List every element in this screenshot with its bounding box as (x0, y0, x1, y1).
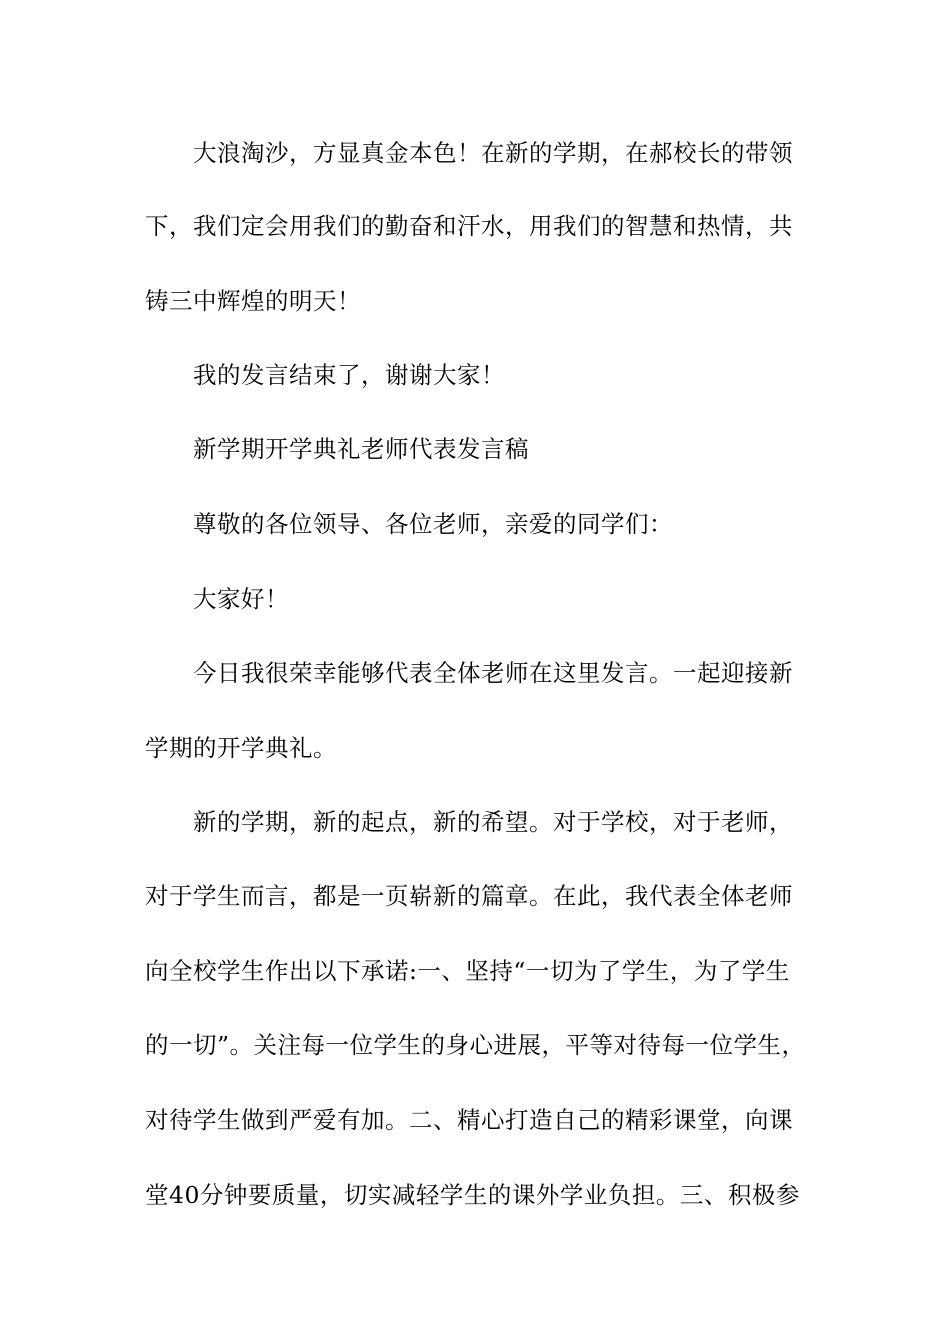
paragraph-line: 下，我们定会用我们的勤奋和汗水，用我们的智慧和热情，共 (145, 212, 793, 240)
greeting: 大家好！ (193, 585, 289, 613)
paragraph-line: 我的发言结束了，谢谢大家！ (193, 361, 505, 389)
paragraph-line: 大浪淘沙，方显真金本色！在新的学期，在郝校长的带领 (193, 139, 793, 167)
paragraph-line: 的一切”。关注每一位学生的身心进展，平等对待每一位学生， (145, 1031, 806, 1059)
paragraph-line: 今日我很荣幸能够代表全体老师在这里发言。一起迎接新 (193, 659, 793, 687)
paragraph-line: 对待学生做到严爱有加。二、精心打造自己的精彩课堂，向课 (145, 1106, 793, 1134)
salutation: 尊敬的各位领导、各位老师，亲爱的同学们： (193, 510, 673, 538)
paragraph-line: 铸三中辉煌的明天！ (145, 287, 361, 315)
paragraph-line: 新的学期，新的起点，新的希望。对于学校，对于老师， (193, 808, 793, 836)
paragraph-line: 学期的开学典礼。 (145, 734, 337, 762)
paragraph-line: 对于学生而言，都是一页崭新的篇章。在此，我代表全体老师 (145, 882, 793, 910)
section-title: 新学期开学典礼老师代表发言稿 (193, 435, 529, 463)
paragraph-line: 堂40分钟要质量，切实减轻学生的课外学业负担。三、积极参 (145, 1181, 800, 1209)
paragraph-line: 向全校学生作出以下承诺:一、坚持“一切为了学生，为了学生 (145, 957, 790, 985)
